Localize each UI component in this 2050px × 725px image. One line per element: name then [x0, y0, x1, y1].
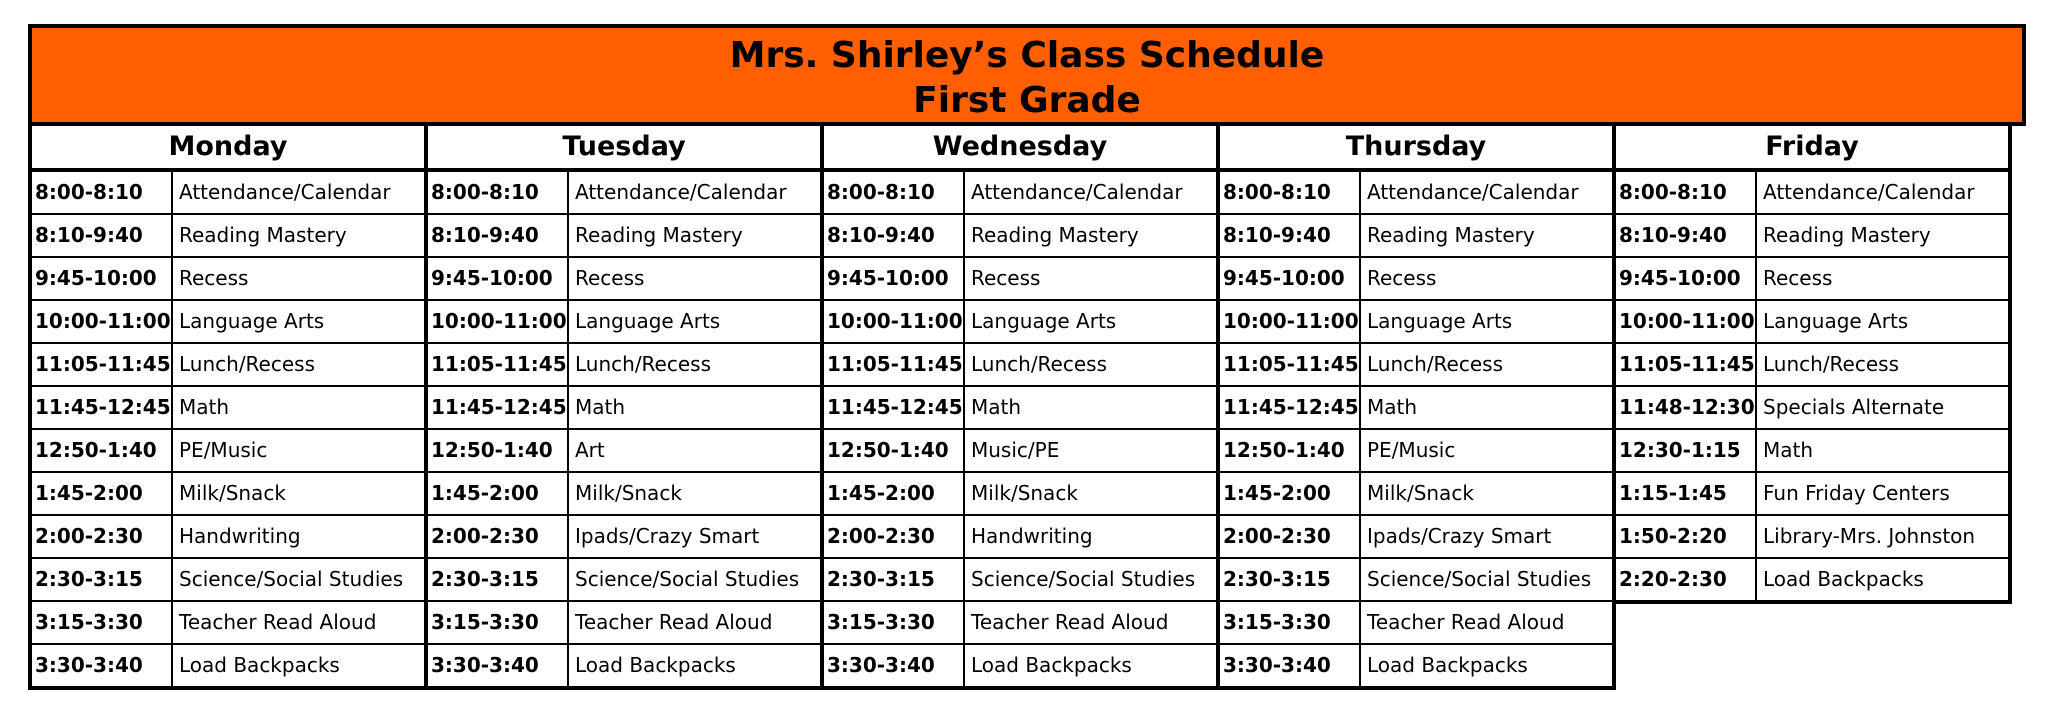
schedule-row	[824, 557, 1216, 600]
activity-cell: Attendance/Calendar	[575, 180, 787, 204]
activity-cell: Ipads/Crazy Smart	[575, 524, 760, 548]
activity-cell: Attendance/Calendar	[179, 180, 391, 204]
schedule-row	[32, 428, 424, 471]
activity-cell: Attendance/Calendar	[971, 180, 1183, 204]
time-cell: 9:45-10:00	[428, 258, 569, 299]
activity-cell: Teacher Read Aloud	[179, 610, 377, 634]
days-grid	[28, 126, 2026, 690]
activity-cell: Load Backpacks	[179, 653, 340, 677]
activity-cell: Science/Social Studies	[575, 567, 800, 591]
activity-cell: Handwriting	[971, 524, 1093, 548]
schedule-row	[1616, 256, 2008, 299]
activity-cell: Teacher Read Aloud	[971, 610, 1169, 634]
time-cell: 9:45-10:00	[824, 258, 965, 299]
time-cell: 10:00-11:00	[32, 301, 173, 342]
time-cell: 10:00-11:00	[1616, 301, 1757, 342]
schedule-row	[32, 600, 424, 643]
day-column-thursday	[1216, 126, 1616, 690]
schedule-row	[824, 299, 1216, 342]
day-rows	[824, 172, 1216, 686]
activity-cell: Library-Mrs. Johnston	[1763, 524, 1976, 548]
time-cell: 3:15-3:30	[1220, 602, 1361, 643]
time-cell: 11:45-12:45	[824, 387, 965, 428]
activity-cell: Recess	[1763, 266, 1833, 290]
day-column-friday	[1612, 126, 2012, 604]
schedule-row	[1220, 428, 1612, 471]
activity-cell: Specials Alternate	[1763, 395, 1945, 419]
schedule-row	[32, 385, 424, 428]
activity-cell: Teacher Read Aloud	[575, 610, 773, 634]
day-header: Thursday	[1220, 126, 1612, 172]
time-cell: 8:00-8:10	[824, 172, 965, 213]
schedule-row	[824, 256, 1216, 299]
day-header: Monday	[32, 126, 424, 172]
time-cell: 11:05-11:45	[1616, 344, 1757, 385]
activity-cell: Reading Mastery	[1763, 223, 1931, 247]
schedule-row	[428, 428, 820, 471]
activity-cell: Load Backpacks	[971, 653, 1132, 677]
schedule-row	[32, 256, 424, 299]
time-cell: 12:50-1:40	[824, 430, 965, 471]
activity-cell: Lunch/Recess	[971, 352, 1107, 376]
schedule-row	[1220, 342, 1612, 385]
schedule-row	[428, 471, 820, 514]
time-cell: 2:30-3:15	[1220, 559, 1361, 600]
time-cell: 12:50-1:40	[1220, 430, 1361, 471]
activity-cell: Math	[1367, 395, 1418, 419]
time-cell: 1:45-2:00	[1220, 473, 1361, 514]
time-cell: 2:20-2:30	[1616, 559, 1757, 600]
activity-cell: Music/PE	[971, 438, 1060, 462]
schedule-row	[1616, 557, 2008, 600]
activity-cell: Milk/Snack	[971, 481, 1078, 505]
time-cell: 11:48-12:30	[1616, 387, 1757, 428]
schedule-banner	[28, 24, 2026, 126]
time-cell: 12:30-1:15	[1616, 430, 1757, 471]
time-cell: 11:05-11:45	[824, 344, 965, 385]
activity-cell: Language Arts	[1367, 309, 1513, 333]
time-cell: 8:00-8:10	[1616, 172, 1757, 213]
time-cell: 12:50-1:40	[428, 430, 569, 471]
time-cell: 8:10-9:40	[428, 215, 569, 256]
schedule-row	[32, 213, 424, 256]
activity-cell: Load Backpacks	[1763, 567, 1924, 591]
activity-cell: Lunch/Recess	[1763, 352, 1899, 376]
schedule-sheet	[28, 24, 2026, 690]
schedule-row	[428, 600, 820, 643]
day-header: Friday	[1616, 126, 2008, 172]
activity-cell: Fun Friday Centers	[1763, 481, 1950, 505]
schedule-row	[1616, 385, 2008, 428]
time-cell: 11:05-11:45	[428, 344, 569, 385]
time-cell: 3:30-3:40	[32, 645, 173, 686]
time-cell: 9:45-10:00	[1616, 258, 1757, 299]
schedule-row	[1616, 471, 2008, 514]
time-cell: 1:50-2:20	[1616, 516, 1757, 557]
schedule-row	[1220, 557, 1612, 600]
time-cell: 3:15-3:30	[32, 602, 173, 643]
time-cell: 11:45-12:45	[428, 387, 569, 428]
time-cell: 1:45-2:00	[32, 473, 173, 514]
activity-cell: Reading Mastery	[1367, 223, 1535, 247]
schedule-row	[428, 299, 820, 342]
schedule-row	[1220, 600, 1612, 643]
time-cell: 2:30-3:15	[824, 559, 965, 600]
activity-cell: Science/Social Studies	[1367, 567, 1592, 591]
schedule-row	[1616, 299, 2008, 342]
time-cell: 8:10-9:40	[32, 215, 173, 256]
activity-cell: Recess	[179, 266, 249, 290]
schedule-row	[428, 342, 820, 385]
activity-cell: Load Backpacks	[1367, 653, 1528, 677]
schedule-row	[428, 514, 820, 557]
activity-cell: PE/Music	[179, 438, 268, 462]
time-cell: 8:00-8:10	[1220, 172, 1361, 213]
activity-cell: Teacher Read Aloud	[1367, 610, 1565, 634]
activity-cell: PE/Music	[1367, 438, 1456, 462]
day-rows	[32, 172, 424, 686]
day-column-wednesday	[820, 126, 1220, 690]
time-cell: 8:00-8:10	[32, 172, 173, 213]
time-cell: 9:45-10:00	[32, 258, 173, 299]
time-cell: 2:00-2:30	[32, 516, 173, 557]
schedule-row	[32, 557, 424, 600]
schedule-row	[1616, 514, 2008, 557]
schedule-row	[824, 428, 1216, 471]
activity-cell: Recess	[575, 266, 645, 290]
time-cell: 10:00-11:00	[824, 301, 965, 342]
activity-cell: Language Arts	[179, 309, 325, 333]
schedule-row	[428, 385, 820, 428]
schedule-row	[32, 299, 424, 342]
activity-cell: Art	[575, 438, 605, 462]
time-cell: 3:30-3:40	[824, 645, 965, 686]
schedule-row	[1220, 643, 1612, 686]
day-column-tuesday	[424, 126, 824, 690]
activity-cell: Milk/Snack	[1367, 481, 1474, 505]
time-cell: 3:30-3:40	[1220, 645, 1361, 686]
activity-cell: Recess	[971, 266, 1041, 290]
activity-cell: Math	[1763, 438, 1814, 462]
activity-cell: Recess	[1367, 266, 1437, 290]
time-cell: 10:00-11:00	[1220, 301, 1361, 342]
activity-cell: Lunch/Recess	[1367, 352, 1503, 376]
activity-cell: Language Arts	[1763, 309, 1909, 333]
time-cell: 9:45-10:00	[1220, 258, 1361, 299]
schedule-row	[1616, 172, 2008, 213]
activity-cell: Reading Mastery	[575, 223, 743, 247]
time-cell: 2:00-2:30	[1220, 516, 1361, 557]
schedule-row	[428, 172, 820, 213]
schedule-row	[32, 471, 424, 514]
activity-cell: Math	[575, 395, 626, 419]
activity-cell: Attendance/Calendar	[1763, 180, 1975, 204]
schedule-row	[1220, 385, 1612, 428]
schedule-row	[824, 514, 1216, 557]
schedule-row	[1220, 514, 1612, 557]
activity-cell: Milk/Snack	[575, 481, 682, 505]
activity-cell: Ipads/Crazy Smart	[1367, 524, 1552, 548]
schedule-row	[428, 213, 820, 256]
activity-cell: Milk/Snack	[179, 481, 286, 505]
time-cell: 1:45-2:00	[428, 473, 569, 514]
schedule-row	[824, 172, 1216, 213]
day-rows	[1220, 172, 1612, 686]
activity-cell: Math	[971, 395, 1022, 419]
schedule-row	[428, 256, 820, 299]
time-cell: 1:15-1:45	[1616, 473, 1757, 514]
activity-cell: Science/Social Studies	[971, 567, 1196, 591]
time-cell: 1:45-2:00	[824, 473, 965, 514]
schedule-row	[824, 643, 1216, 686]
schedule-row	[824, 471, 1216, 514]
page-subtitle: First Grade	[913, 80, 1141, 121]
time-cell: 11:05-11:45	[32, 344, 173, 385]
time-cell: 8:00-8:10	[428, 172, 569, 213]
activity-cell: Reading Mastery	[179, 223, 347, 247]
schedule-row	[428, 643, 820, 686]
time-cell: 11:05-11:45	[1220, 344, 1361, 385]
time-cell: 8:10-9:40	[824, 215, 965, 256]
schedule-row	[1220, 172, 1612, 213]
day-header: Wednesday	[824, 126, 1216, 172]
activity-cell: Handwriting	[179, 524, 301, 548]
activity-cell: Reading Mastery	[971, 223, 1139, 247]
schedule-row	[1220, 471, 1612, 514]
day-column-monday	[28, 126, 428, 690]
time-cell: 2:30-3:15	[428, 559, 569, 600]
day-header: Tuesday	[428, 126, 820, 172]
schedule-row	[824, 342, 1216, 385]
schedule-row	[1616, 213, 2008, 256]
schedule-row	[1616, 428, 2008, 471]
activity-cell: Load Backpacks	[575, 653, 736, 677]
time-cell: 8:10-9:40	[1616, 215, 1757, 256]
activity-cell: Language Arts	[971, 309, 1117, 333]
time-cell: 10:00-11:00	[428, 301, 569, 342]
schedule-row	[1220, 213, 1612, 256]
schedule-row	[824, 385, 1216, 428]
activity-cell: Lunch/Recess	[179, 352, 315, 376]
schedule-row	[32, 342, 424, 385]
time-cell: 2:00-2:30	[428, 516, 569, 557]
time-cell: 3:15-3:30	[824, 602, 965, 643]
schedule-row	[32, 514, 424, 557]
activity-cell: Science/Social Studies	[179, 567, 404, 591]
activity-cell: Math	[179, 395, 230, 419]
schedule-row	[824, 213, 1216, 256]
schedule-row	[32, 643, 424, 686]
time-cell: 12:50-1:40	[32, 430, 173, 471]
activity-cell: Lunch/Recess	[575, 352, 711, 376]
schedule-row	[1220, 299, 1612, 342]
activity-cell: Language Arts	[575, 309, 721, 333]
time-cell: 11:45-12:45	[1220, 387, 1361, 428]
time-cell: 3:15-3:30	[428, 602, 569, 643]
time-cell: 3:30-3:40	[428, 645, 569, 686]
page-title: Mrs. Shirley’s Class Schedule	[729, 35, 1325, 76]
time-cell: 11:45-12:45	[32, 387, 173, 428]
time-cell: 2:00-2:30	[824, 516, 965, 557]
schedule-row	[1220, 256, 1612, 299]
day-rows	[1616, 172, 2008, 600]
day-rows	[428, 172, 820, 686]
schedule-row	[428, 557, 820, 600]
schedule-row	[32, 172, 424, 213]
time-cell: 2:30-3:15	[32, 559, 173, 600]
time-cell: 8:10-9:40	[1220, 215, 1361, 256]
schedule-row	[824, 600, 1216, 643]
activity-cell: Attendance/Calendar	[1367, 180, 1579, 204]
schedule-row	[1616, 342, 2008, 385]
